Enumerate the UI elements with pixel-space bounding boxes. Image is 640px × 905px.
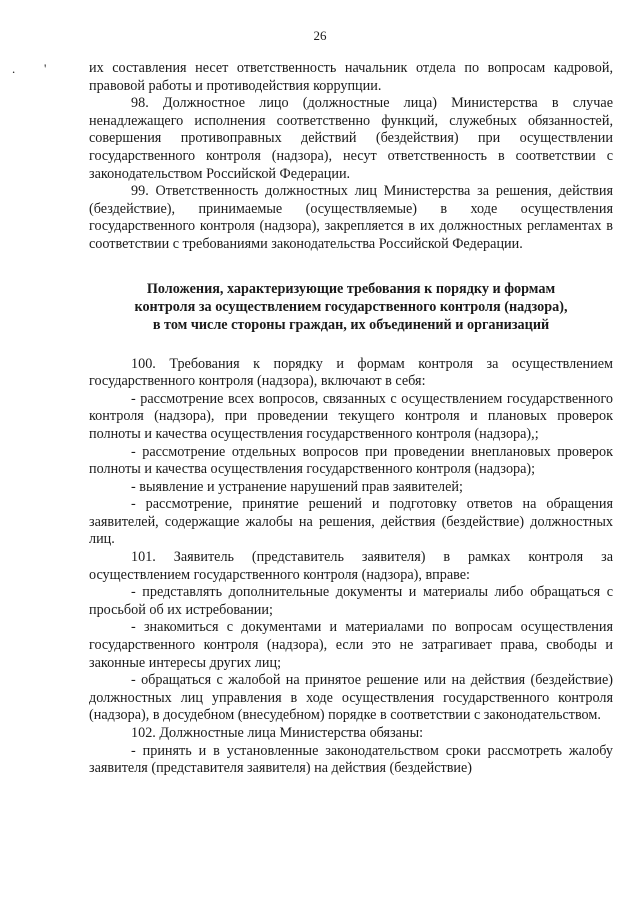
list-item: - рассмотрение всех вопросов, связанных с осуществлением государственного контроля (надзора), при проведении текущего контроля и плановых проверок полноты и качества осуществления государственного контроля (надзора),; bbox=[89, 390, 613, 442]
section-heading-line: контроля за осуществлением государственного контроля (надзора), bbox=[134, 298, 568, 315]
list-item: - обращаться с жалобой на принятое решение или на действия (бездействие) должностных лиц управления в ходе осуществления государственного контроля (надзора), в досудебном (внесудебном) порядке в соответствии с законодательством. bbox=[89, 672, 613, 724]
paragraph-98: 98. Должностное лицо (должностные лица) Министерства в случае ненадлежащего исполнения соответственно функций, служебных обязанностей, совершения противоправных действий (бездействия) при осуществлении государственного контроля (надзора), несут ответственность в соответствии с законодательством Российской Федерации. bbox=[89, 95, 613, 182]
section-heading-line: Положения, характеризующие требования к порядку и формам bbox=[146, 280, 556, 297]
section-heading bbox=[89, 280, 613, 334]
list-item: - рассмотрение, принятие решений и подготовку ответов на обращения заявителей, содержащие жалобы на решения, действия (бездействие) должностных лиц. bbox=[89, 496, 613, 548]
paragraph-101: 101. Заявитель (представитель заявителя) в рамках контроля за осуществлением государственного контроля (надзора), вправе: bbox=[89, 549, 613, 583]
paragraph-102: 102. Должностные лица Министерства обязаны: bbox=[131, 725, 424, 741]
list-item: - рассмотрение отдельных вопросов при проведении внеплановых проверок полноты и качества осуществления государственного контроля (надзора); bbox=[89, 443, 613, 478]
list-item: - принять и в установленные законодательством сроки рассмотреть жалобу заявителя (представителя заявителя) на действия (бездействие) bbox=[89, 742, 613, 777]
stray-mark: ' bbox=[44, 61, 47, 76]
paragraph-100: 100. Требования к порядку и формам контроля за осуществлением государственного контроля (надзора), включают в себя: bbox=[89, 355, 613, 390]
paragraph-99: 99. Ответственность должностных лиц Министерства за решения, действия (бездействие), принимаемые (осуществляемые) в ходе осуществления государственного контроля (надзора), закрепляется в их должностных регламентах в соответствии с требованиями законодательства Российской Федерации. bbox=[89, 183, 613, 252]
page-number: 26 bbox=[313, 28, 327, 43]
stray-mark: . bbox=[12, 61, 16, 76]
paragraph-continuation: их составления несет ответственность начальник отдела по вопросам кадровой, правовой работы и противодействия коррупции. bbox=[89, 60, 613, 94]
section-heading-line: в том числе стороны граждан, их объединений и организаций bbox=[152, 316, 550, 333]
list-item: - знакомиться с документами и материалами по вопросам осуществления государственного контроля (надзора), если это не затрагивает права, свободы и законные интересы других лиц; bbox=[89, 619, 613, 671]
list-item: - представлять дополнительные документы и материалы либо обращаться с просьбой об их истребовании; bbox=[89, 584, 613, 618]
document-body bbox=[89, 60, 613, 778]
list-item: - выявление и устранение нарушений прав заявителей; bbox=[131, 478, 463, 495]
